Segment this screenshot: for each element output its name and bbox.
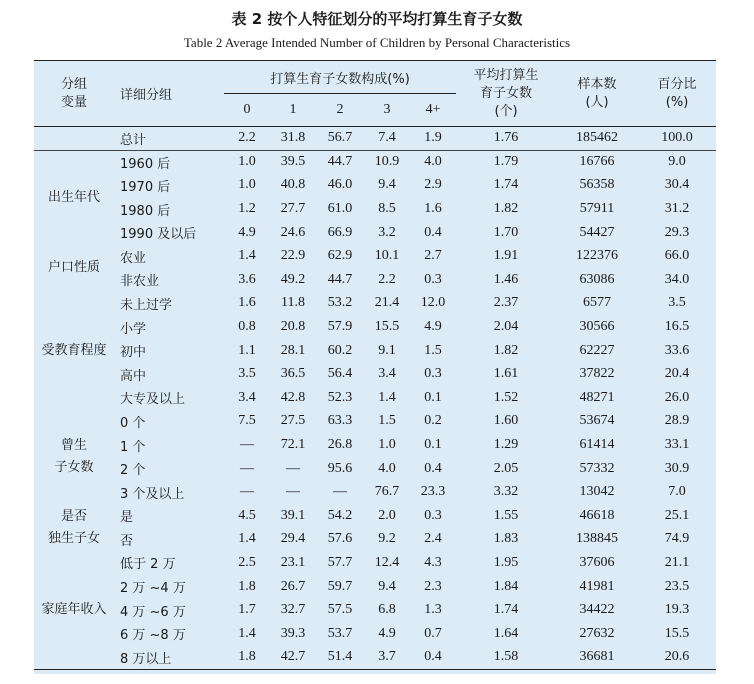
header-average-text: 平均打算生 育子女数 (个) bbox=[473, 67, 539, 119]
composition-value: 12.4 bbox=[374, 554, 400, 570]
sample-value: 63086 bbox=[579, 271, 615, 287]
table-row bbox=[34, 362, 716, 386]
header-col-4: 4+ bbox=[410, 94, 456, 127]
sample-value: 46618 bbox=[579, 507, 615, 523]
average-value: 1.29 bbox=[493, 437, 519, 453]
average-value: 1.76 bbox=[456, 127, 556, 151]
sample-value: 122376 bbox=[576, 248, 619, 264]
percent-value: 29.3 bbox=[664, 224, 690, 240]
composition-value: 2.2 bbox=[224, 127, 270, 151]
row-label: 初中 bbox=[120, 345, 147, 361]
group-variable bbox=[34, 292, 114, 410]
percent-value: 3.5 bbox=[668, 295, 686, 311]
composition-value: 27.5 bbox=[280, 413, 306, 429]
average-value: 1.82 bbox=[493, 342, 519, 358]
percent-value: 26.0 bbox=[664, 389, 690, 405]
percent-value: 15.5 bbox=[664, 625, 690, 641]
average-value: 1.74 bbox=[493, 602, 519, 618]
row-label: 总计 bbox=[114, 127, 224, 151]
table-row bbox=[34, 528, 716, 552]
sample-value: 16766 bbox=[579, 154, 615, 170]
composition-value: 0.3 bbox=[424, 366, 442, 382]
composition-value: 59.7 bbox=[327, 578, 353, 594]
composition-value: 3.4 bbox=[378, 366, 396, 382]
table-title-english: Table 2 Average Intended Number of Children by Personal Characteristics bbox=[183, 35, 571, 50]
percent-value: 25.1 bbox=[664, 507, 690, 523]
composition-value: 1.4 bbox=[238, 248, 256, 264]
composition-value: 46.0 bbox=[327, 177, 353, 193]
percent-value: 20.4 bbox=[664, 366, 690, 382]
table-title-chinese: 表 2 按个人特征划分的平均打算生育子女数 bbox=[231, 10, 523, 28]
composition-value: 39.5 bbox=[280, 154, 306, 170]
composition-value: 10.1 bbox=[374, 248, 400, 264]
composition-value: 0.7 bbox=[424, 625, 442, 641]
composition-value: 22.9 bbox=[280, 248, 306, 264]
composition-value: 0.1 bbox=[424, 389, 442, 405]
composition-value: 52.3 bbox=[327, 389, 353, 405]
sample-value: 6577 bbox=[583, 295, 612, 311]
sample-value: 34422 bbox=[579, 602, 615, 618]
percent-value: 74.9 bbox=[664, 531, 690, 547]
composition-value: 8.5 bbox=[378, 201, 396, 217]
row-label: 低于 2 万 bbox=[120, 557, 176, 573]
composition-value: 15.5 bbox=[374, 319, 400, 335]
sample-value: 37606 bbox=[579, 554, 615, 570]
table-row bbox=[34, 551, 716, 575]
composition-value: 0.2 bbox=[424, 413, 442, 429]
composition-value: 1.4 bbox=[238, 531, 256, 547]
sample-value: 54427 bbox=[579, 224, 615, 240]
composition-value: 53.2 bbox=[327, 295, 353, 311]
composition-value: 1.5 bbox=[424, 342, 442, 358]
composition-value: 1.9 bbox=[410, 127, 456, 151]
average-value: 1.95 bbox=[493, 554, 519, 570]
composition-value: 1.4 bbox=[238, 625, 256, 641]
average-value: 1.83 bbox=[493, 531, 519, 547]
table-row bbox=[34, 504, 716, 528]
group-empty-cell bbox=[34, 127, 114, 151]
percent-value: 100.0 bbox=[638, 127, 716, 151]
composition-value: 3.2 bbox=[378, 224, 396, 240]
composition-value: 57.9 bbox=[327, 319, 353, 335]
composition-value: 0.4 bbox=[424, 460, 442, 476]
composition-value: 23.1 bbox=[280, 554, 306, 570]
sample-value: 61414 bbox=[579, 437, 615, 453]
header-col-2: 2 bbox=[316, 94, 364, 127]
composition-value: 1.4 bbox=[378, 389, 396, 405]
table-row bbox=[34, 410, 716, 434]
header-col-0: 0 bbox=[224, 94, 270, 127]
header-percent-text: 百分比 (%) bbox=[657, 76, 697, 110]
composition-value: 1.8 bbox=[224, 646, 270, 670]
group-variable bbox=[34, 244, 114, 291]
percent-value: 9.0 bbox=[668, 154, 686, 170]
composition-value: — bbox=[240, 460, 254, 476]
composition-value: 4.5 bbox=[238, 507, 256, 523]
composition-value: 36.5 bbox=[280, 366, 306, 382]
average-value: 2.37 bbox=[493, 295, 519, 311]
percent-value: 34.0 bbox=[664, 271, 690, 287]
row-label: 0 个 bbox=[120, 415, 146, 431]
composition-value: 42.7 bbox=[270, 646, 316, 670]
row-label: 高中 bbox=[120, 368, 147, 384]
composition-value: 66.9 bbox=[327, 224, 353, 240]
composition-value: 0.3 bbox=[424, 507, 442, 523]
composition-value: 12.0 bbox=[420, 295, 446, 311]
average-value: 2.04 bbox=[493, 319, 519, 335]
composition-value: 2.9 bbox=[424, 177, 442, 193]
table-row bbox=[34, 386, 716, 410]
group-variable-text: 家庭年收入 bbox=[41, 601, 107, 617]
sample-value: 30566 bbox=[579, 319, 615, 335]
composition-value: 20.8 bbox=[280, 319, 306, 335]
sample-value: 27632 bbox=[579, 625, 615, 641]
group-variable-text: 是否 独生子女 bbox=[47, 508, 100, 546]
table-row bbox=[34, 174, 716, 198]
composition-value: 23.3 bbox=[420, 484, 446, 500]
row-label: 否 bbox=[120, 533, 134, 549]
composition-value: 0.8 bbox=[238, 319, 256, 335]
percent-value: 21.1 bbox=[664, 554, 690, 570]
row-label: 小学 bbox=[120, 321, 147, 337]
sample-value: 62227 bbox=[579, 342, 615, 358]
composition-value: 1.0 bbox=[378, 437, 396, 453]
composition-value: 4.0 bbox=[378, 460, 396, 476]
composition-value: 1.5 bbox=[378, 413, 396, 429]
composition-value: 9.4 bbox=[378, 578, 396, 594]
composition-value: 2.7 bbox=[424, 248, 442, 264]
row-label: 6 万 ~8 万 bbox=[120, 628, 186, 644]
row-label: 是 bbox=[120, 510, 134, 526]
composition-value: 26.7 bbox=[280, 578, 306, 594]
composition-value: 40.8 bbox=[280, 177, 306, 193]
percent-value: 30.9 bbox=[664, 460, 690, 476]
group-variable bbox=[34, 150, 114, 244]
header-group-variable bbox=[34, 61, 114, 127]
composition-value: 1.6 bbox=[424, 201, 442, 217]
header-composition: 打算生育子女数构成(%) bbox=[224, 61, 456, 94]
header-sample-text: 样本数 (人) bbox=[577, 76, 617, 110]
average-value: 3.32 bbox=[493, 484, 519, 500]
table-row bbox=[34, 315, 716, 339]
composition-value: 9.2 bbox=[378, 531, 396, 547]
average-value: 1.91 bbox=[493, 248, 519, 264]
group-variable bbox=[34, 551, 114, 669]
composition-value: — bbox=[286, 484, 300, 500]
composition-value: 49.2 bbox=[280, 271, 306, 287]
composition-value: 95.6 bbox=[327, 460, 353, 476]
composition-value: 2.3 bbox=[424, 578, 442, 594]
composition-value: 4.9 bbox=[424, 319, 442, 335]
header-col-1: 1 bbox=[270, 94, 316, 127]
table-row-total bbox=[34, 127, 716, 151]
header-percent bbox=[638, 61, 716, 127]
group-variable bbox=[34, 504, 114, 551]
composition-value: 3.6 bbox=[238, 271, 256, 287]
table-row bbox=[34, 197, 716, 221]
composition-value: 2.4 bbox=[424, 531, 442, 547]
composition-value: — bbox=[333, 484, 347, 500]
percent-value: 16.5 bbox=[664, 319, 690, 335]
average-value: 1.79 bbox=[493, 154, 519, 170]
composition-value: 57.7 bbox=[327, 554, 353, 570]
composition-value: 1.0 bbox=[238, 154, 256, 170]
composition-value: 11.8 bbox=[281, 295, 305, 311]
row-label: 未上过学 bbox=[120, 297, 173, 313]
composition-value: 56.7 bbox=[316, 127, 364, 151]
row-label: 1 个 bbox=[120, 439, 146, 455]
percent-value: 66.0 bbox=[664, 248, 690, 264]
table-row bbox=[34, 292, 716, 316]
composition-value: 7.4 bbox=[364, 127, 410, 151]
header-col-3: 3 bbox=[364, 94, 410, 127]
sample-value: 36681 bbox=[556, 646, 638, 670]
percent-value: 7.0 bbox=[668, 484, 686, 500]
composition-value: 3.4 bbox=[238, 389, 256, 405]
average-value: 1.82 bbox=[493, 201, 519, 217]
row-label: 2 万 ~4 万 bbox=[120, 581, 186, 597]
average-value: 1.55 bbox=[493, 507, 519, 523]
table-row bbox=[34, 433, 716, 457]
row-label: 2 个 bbox=[120, 463, 146, 479]
sample-value: 138845 bbox=[576, 531, 619, 547]
composition-value: 42.8 bbox=[280, 389, 306, 405]
composition-value: 31.8 bbox=[270, 127, 316, 151]
header-group-text: 分组 变量 bbox=[60, 76, 87, 110]
sample-value: 185462 bbox=[556, 127, 638, 151]
percent-value: 20.6 bbox=[638, 646, 716, 670]
average-value: 1.58 bbox=[456, 646, 556, 670]
table-row bbox=[34, 457, 716, 481]
composition-value: 6.8 bbox=[378, 602, 396, 618]
composition-value: 1.8 bbox=[238, 578, 256, 594]
percent-value: 28.9 bbox=[664, 413, 690, 429]
composition-value: 2.0 bbox=[378, 507, 396, 523]
row-label: 大专及以上 bbox=[120, 392, 186, 408]
group-variable bbox=[34, 410, 114, 504]
table-row bbox=[34, 244, 716, 268]
percent-value: 30.4 bbox=[664, 177, 690, 193]
composition-value: 1.0 bbox=[238, 177, 256, 193]
average-value: 1.52 bbox=[493, 389, 519, 405]
composition-value: 0.4 bbox=[410, 646, 456, 670]
composition-value: 57.5 bbox=[327, 602, 353, 618]
sample-value: 57332 bbox=[579, 460, 615, 476]
average-value: 1.61 bbox=[493, 366, 519, 382]
composition-value: 26.8 bbox=[327, 437, 353, 453]
composition-value: 4.3 bbox=[424, 554, 442, 570]
sample-value: 13042 bbox=[579, 484, 615, 500]
header-average bbox=[456, 61, 556, 127]
table-row bbox=[34, 622, 716, 646]
composition-value: 24.6 bbox=[280, 224, 306, 240]
data-table bbox=[34, 60, 716, 670]
composition-value: 28.1 bbox=[280, 342, 306, 358]
average-value: 1.46 bbox=[493, 271, 519, 287]
composition-value: — bbox=[240, 484, 254, 500]
table-row bbox=[34, 268, 716, 292]
composition-value: 4.9 bbox=[378, 625, 396, 641]
composition-value: 9.1 bbox=[378, 342, 396, 358]
table-row bbox=[34, 150, 716, 174]
composition-value: 63.3 bbox=[327, 413, 353, 429]
average-value: 2.05 bbox=[493, 460, 519, 476]
composition-value: 44.7 bbox=[327, 154, 353, 170]
percent-value: 33.1 bbox=[664, 437, 690, 453]
average-value: 1.74 bbox=[493, 177, 519, 193]
composition-value: 0.4 bbox=[424, 224, 442, 240]
row-label: 1970 后 bbox=[120, 179, 171, 195]
row-label: 1960 后 bbox=[120, 156, 171, 172]
table-row bbox=[34, 646, 716, 670]
composition-value: 51.4 bbox=[316, 646, 364, 670]
row-label: 非农业 bbox=[120, 274, 160, 290]
group-variable-text: 受教育程度 bbox=[41, 342, 107, 358]
sample-value: 53674 bbox=[579, 413, 615, 429]
composition-value: — bbox=[286, 460, 300, 476]
composition-value: 0.1 bbox=[424, 437, 442, 453]
header-sample bbox=[556, 61, 638, 127]
composition-value: 1.3 bbox=[424, 602, 442, 618]
row-label: 4 万 ~6 万 bbox=[120, 604, 186, 620]
composition-value: 61.0 bbox=[327, 201, 353, 217]
table-row bbox=[34, 339, 716, 363]
composition-value: 32.7 bbox=[280, 602, 306, 618]
composition-value: 0.3 bbox=[424, 271, 442, 287]
composition-value: 1.6 bbox=[238, 295, 256, 311]
row-label: 1980 后 bbox=[120, 203, 171, 219]
row-label: 8 万以上 bbox=[114, 646, 224, 670]
row-label: 1990 及以后 bbox=[120, 227, 197, 243]
composition-value: 57.6 bbox=[327, 531, 353, 547]
composition-value: 60.2 bbox=[327, 342, 353, 358]
group-variable-text: 曾生 子女数 bbox=[54, 437, 94, 475]
composition-value: 56.4 bbox=[327, 366, 353, 382]
table-row bbox=[34, 480, 716, 504]
composition-value: 44.7 bbox=[327, 271, 353, 287]
composition-value: 2.5 bbox=[238, 554, 256, 570]
composition-value: 1.2 bbox=[238, 201, 256, 217]
composition-value: 39.3 bbox=[280, 625, 306, 641]
percent-value: 19.3 bbox=[664, 602, 690, 618]
composition-value: 3.5 bbox=[238, 366, 256, 382]
table-row bbox=[34, 598, 716, 622]
table-row bbox=[34, 221, 716, 245]
row-label: 农业 bbox=[120, 250, 147, 266]
sample-value: 37822 bbox=[579, 366, 615, 382]
composition-value: 3.7 bbox=[364, 646, 410, 670]
average-value: 1.70 bbox=[493, 224, 519, 240]
composition-value: 7.5 bbox=[238, 413, 256, 429]
table-row bbox=[34, 575, 716, 599]
composition-value: 53.7 bbox=[327, 625, 353, 641]
composition-value: 10.9 bbox=[374, 154, 400, 170]
composition-value: 9.4 bbox=[378, 177, 396, 193]
percent-value: 31.2 bbox=[664, 201, 690, 217]
composition-value: 21.4 bbox=[374, 295, 400, 311]
composition-value: 27.7 bbox=[280, 201, 306, 217]
table-container bbox=[34, 60, 716, 674]
row-label: 3 个及以上 bbox=[120, 486, 185, 502]
composition-value: 62.9 bbox=[327, 248, 353, 264]
composition-value: 1.7 bbox=[238, 602, 256, 618]
average-value: 1.64 bbox=[493, 625, 519, 641]
composition-value: 4.9 bbox=[238, 224, 256, 240]
group-variable-text: 户口性质 bbox=[47, 260, 100, 276]
average-value: 1.60 bbox=[493, 413, 519, 429]
sample-value: 57911 bbox=[579, 201, 615, 217]
composition-value: 54.2 bbox=[327, 507, 353, 523]
composition-value: 72.1 bbox=[280, 437, 306, 453]
composition-value: 2.2 bbox=[378, 271, 396, 287]
composition-value: 4.0 bbox=[424, 154, 442, 170]
sample-value: 48271 bbox=[579, 389, 615, 405]
composition-value: 1.1 bbox=[238, 342, 256, 358]
composition-value: 29.4 bbox=[280, 531, 306, 547]
sample-value: 56358 bbox=[579, 177, 615, 193]
percent-value: 23.5 bbox=[664, 578, 690, 594]
composition-value: 76.7 bbox=[374, 484, 400, 500]
sample-value: 41981 bbox=[579, 578, 615, 594]
composition-value: — bbox=[240, 437, 254, 453]
group-variable-text: 出生年代 bbox=[47, 189, 100, 205]
composition-value: 39.1 bbox=[280, 507, 306, 523]
average-value: 1.84 bbox=[493, 578, 519, 594]
percent-value: 33.6 bbox=[664, 342, 690, 358]
header-detail-group: 详细分组 bbox=[114, 61, 224, 127]
